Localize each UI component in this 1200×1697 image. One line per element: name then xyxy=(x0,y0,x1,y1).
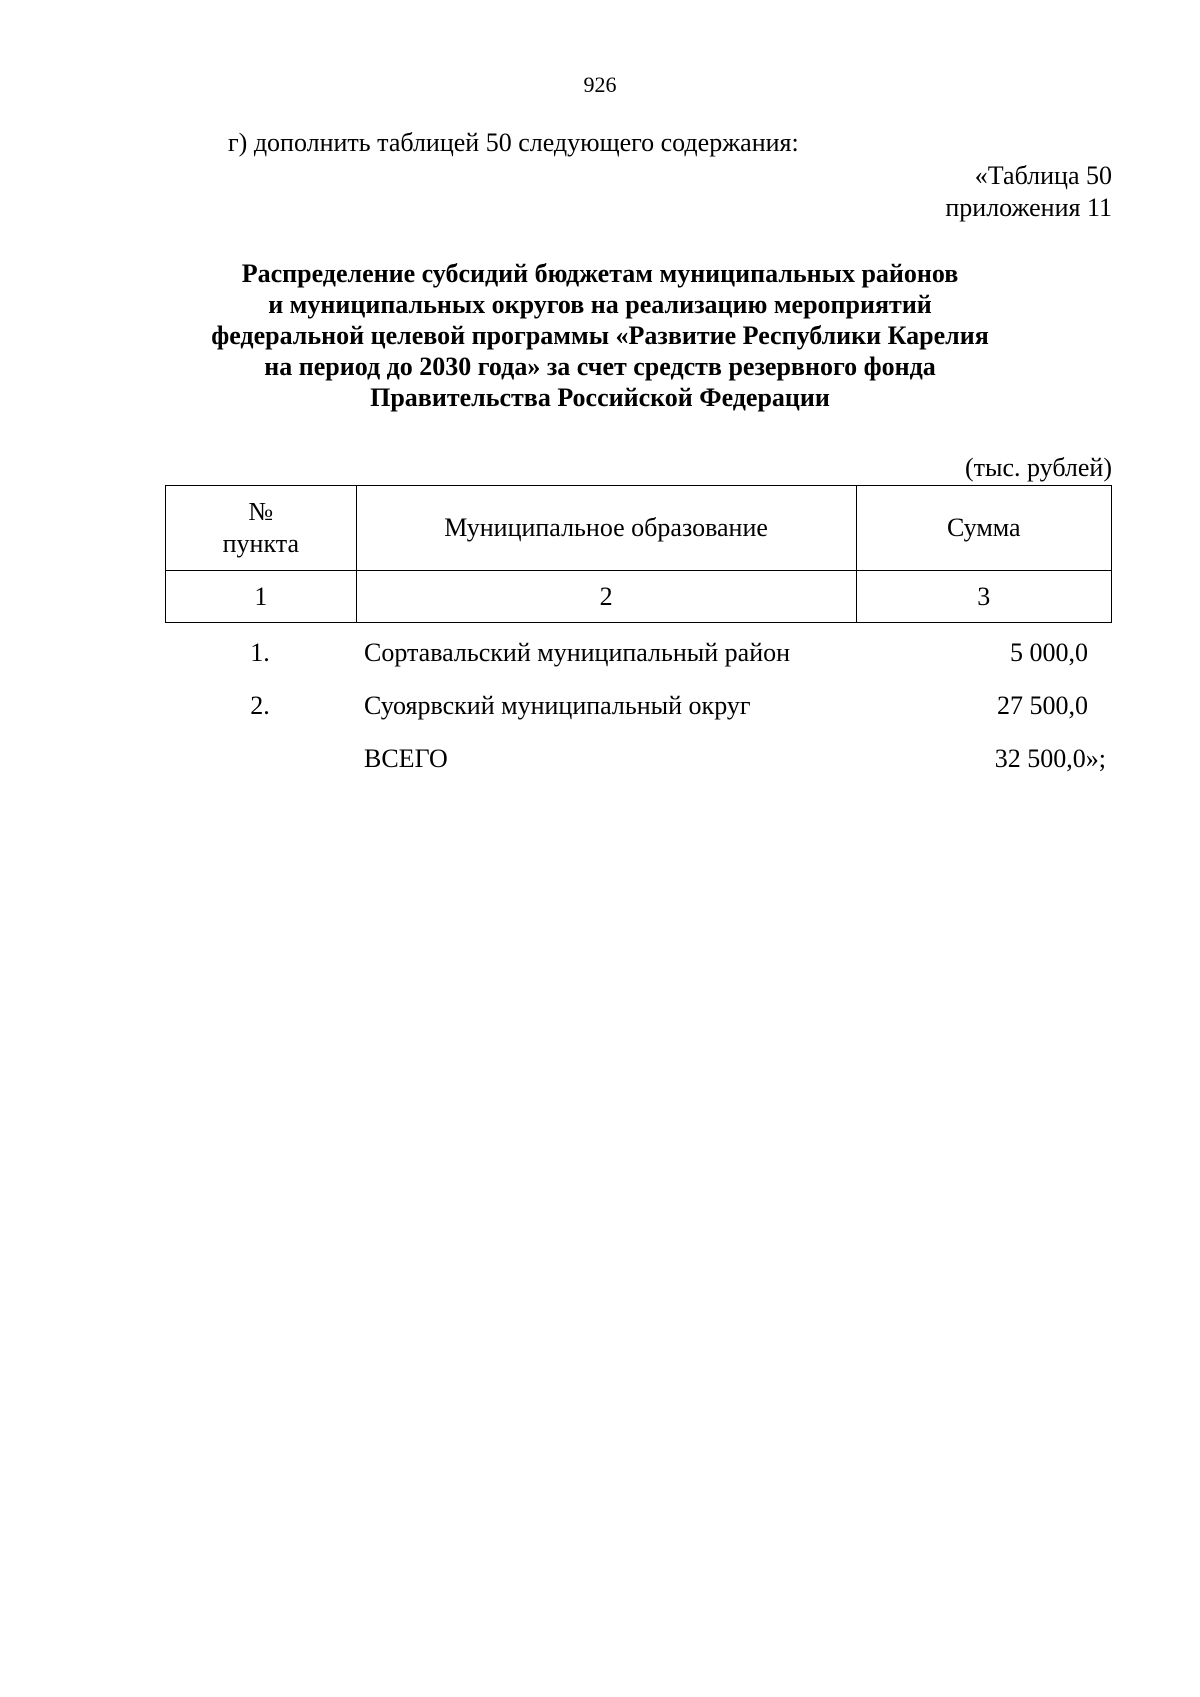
row-municipality: Суоярвский муниципальный округ xyxy=(364,691,751,720)
table-reference xyxy=(945,160,1112,224)
column-number-cell: 1 xyxy=(166,571,357,623)
intro-text: г) дополнить таблицей 50 следующего содержания: xyxy=(228,128,799,157)
title-line: на период до 2030 года» за счет средств резервного фонда xyxy=(264,352,936,381)
page-number: 926 xyxy=(583,72,617,97)
header-number-label: пункта xyxy=(222,529,299,558)
row-sum: 5 000,0 xyxy=(1010,638,1088,667)
table-row xyxy=(0,691,1200,731)
title-line: и муниципальных округов на реализацию мероприятий xyxy=(268,290,932,319)
title-line: федеральной целевой программы «Развитие Республики Карелия xyxy=(211,321,989,350)
total-sum: 32 500,0»; xyxy=(994,744,1106,773)
table-reference-line: «Таблица 50 xyxy=(974,161,1112,190)
units-label: (тыс. рублей) xyxy=(964,453,1112,482)
row-number: 2. xyxy=(250,691,270,720)
table-reference-line: приложения 11 xyxy=(945,193,1112,222)
total-row xyxy=(0,744,1200,784)
table-row xyxy=(0,638,1200,678)
title-line: Распределение субсидий бюджетам муниципальных районов xyxy=(241,259,959,288)
row-sum: 27 500,0 xyxy=(997,691,1088,720)
header-cell-municipality: Муниципальное образование xyxy=(356,486,856,571)
column-number-cell: 3 xyxy=(856,571,1111,623)
header-cell-sum: Сумма xyxy=(856,486,1111,571)
column-number-cell: 2 xyxy=(356,571,856,623)
table-header xyxy=(165,485,1112,623)
row-municipality: Сортавальский муниципальный район xyxy=(364,638,791,667)
row-number: 1. xyxy=(250,638,270,667)
column-number-row xyxy=(166,571,1112,623)
header-row xyxy=(166,486,1112,571)
title-line: Правительства Российской Федерации xyxy=(370,383,830,412)
header-number-sign: № xyxy=(248,497,274,526)
total-label: ВСЕГО xyxy=(364,744,448,773)
header-cell-number xyxy=(166,486,357,571)
document-title xyxy=(0,258,1200,413)
